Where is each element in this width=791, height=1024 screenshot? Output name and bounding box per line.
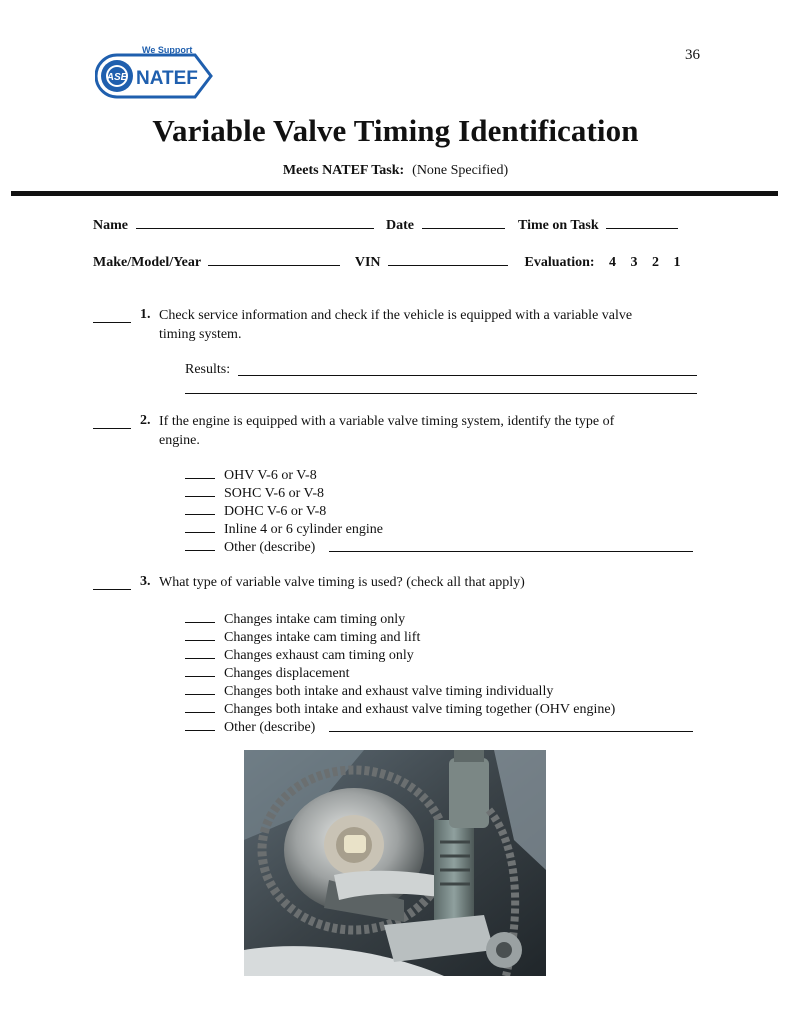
task-value: (None Specified) (412, 163, 509, 178)
vvt-option[interactable] (185, 682, 553, 700)
vvt-option[interactable] (185, 628, 420, 646)
vvt-option[interactable] (185, 700, 615, 718)
option-blank[interactable] (185, 484, 215, 497)
vvt-other-describe-line[interactable] (329, 731, 693, 732)
vin-blank[interactable] (388, 253, 508, 266)
option-label: Changes intake cam timing and lift (224, 630, 421, 645)
time-on-task-label: Time on Task (518, 218, 599, 233)
question-1-number: 1. (140, 307, 151, 322)
natef-logo (95, 45, 217, 105)
date-label: Date (386, 218, 414, 233)
vvt-option[interactable] (185, 646, 414, 664)
option-blank[interactable] (185, 628, 215, 641)
option-label: Inline 4 or 6 cylinder engine (224, 522, 384, 537)
option-blank[interactable] (185, 646, 215, 659)
option-blank[interactable] (185, 520, 215, 533)
engine-timing-photo (244, 750, 546, 976)
vvt-option[interactable] (185, 610, 405, 628)
engine-option[interactable] (185, 484, 324, 502)
option-label: OHV V-6 or V-8 (224, 468, 317, 483)
natef-logo-graphic (95, 45, 217, 105)
page-title: Variable Valve Timing Identification (152, 113, 639, 148)
results-label: Results: (185, 362, 231, 377)
logo-tagline: We Support (142, 45, 193, 55)
question-1-check-blank[interactable] (93, 308, 131, 323)
option-label: DOHC V-6 or V-8 (224, 504, 327, 519)
question-3-number: 3. (140, 574, 151, 589)
engine-option-other[interactable] (185, 538, 315, 556)
question-2-text-line-1: If the engine is equipped with a variable valve timing system, identify the type of (159, 414, 615, 429)
question-3-text (159, 573, 719, 592)
option-label: Other (describe) (224, 540, 316, 555)
make-model-year-blank[interactable] (208, 253, 340, 266)
question-2-check-blank[interactable] (93, 414, 131, 429)
question-2-text-line-2: engine. (159, 433, 200, 448)
task-label: Meets NATEF Task: (282, 163, 405, 178)
option-label: Changes intake cam timing only (224, 612, 406, 627)
natef-task-line (0, 163, 791, 179)
engine-timing-illustration (244, 750, 546, 976)
engine-option[interactable] (185, 520, 383, 538)
header-divider (11, 191, 778, 196)
vvt-option-other[interactable] (185, 718, 315, 736)
question-3-check-blank[interactable] (93, 575, 131, 590)
vvt-option[interactable] (185, 664, 350, 682)
option-label: Other (describe) (224, 720, 316, 735)
option-label: Changes both intake and exhaust valve timing together (OHV engine) (224, 702, 616, 717)
time-on-task-blank[interactable] (606, 216, 678, 229)
option-blank[interactable] (185, 682, 215, 695)
logo-name: NATEF (136, 68, 198, 89)
name-label: Name (93, 218, 128, 233)
results-line-2[interactable] (185, 393, 697, 394)
option-blank[interactable] (185, 700, 215, 713)
evaluation-label: Evaluation: (524, 255, 595, 270)
option-blank[interactable] (185, 538, 215, 551)
evaluation-score-3[interactable]: 3 (630, 255, 638, 270)
name-blank[interactable] (136, 216, 374, 229)
option-label: SOHC V-6 or V-8 (224, 486, 324, 501)
question-1-text-line-2: timing system. (159, 327, 242, 342)
engine-option[interactable] (185, 466, 317, 484)
engine-option[interactable] (185, 502, 326, 520)
option-label: Changes both intake and exhaust valve timing individually (224, 684, 554, 699)
page-number: 36 (685, 47, 700, 63)
engine-other-describe-line[interactable] (329, 551, 693, 552)
evaluation-score-1[interactable]: 1 (673, 255, 681, 270)
name-field-row (93, 216, 678, 234)
evaluation-score-4[interactable]: 4 (609, 255, 617, 270)
evaluation-score-2[interactable]: 2 (652, 255, 660, 270)
ase-badge-text: ASE (106, 72, 128, 83)
question-3-text-line-1: What type of variable valve timing is used? (check all that apply) (159, 575, 525, 590)
option-label: Changes displacement (224, 666, 350, 681)
option-blank[interactable] (185, 664, 215, 677)
date-blank[interactable] (422, 216, 505, 229)
make-model-year-label: Make/Model/Year (93, 255, 201, 270)
vin-label: VIN (354, 255, 381, 270)
option-blank[interactable] (185, 718, 215, 731)
question-2-number: 2. (140, 413, 151, 428)
question-2-text (159, 412, 719, 450)
option-label: Changes exhaust cam timing only (224, 648, 414, 663)
vehicle-field-row (93, 253, 681, 271)
results-line-1[interactable] (238, 375, 697, 376)
question-1-text (159, 306, 719, 344)
question-1-text-line-1: Check service information and check if the vehicle is equipped with a variable valve (159, 308, 633, 323)
option-blank[interactable] (185, 610, 215, 623)
option-blank[interactable] (185, 466, 215, 479)
option-blank[interactable] (185, 502, 215, 515)
